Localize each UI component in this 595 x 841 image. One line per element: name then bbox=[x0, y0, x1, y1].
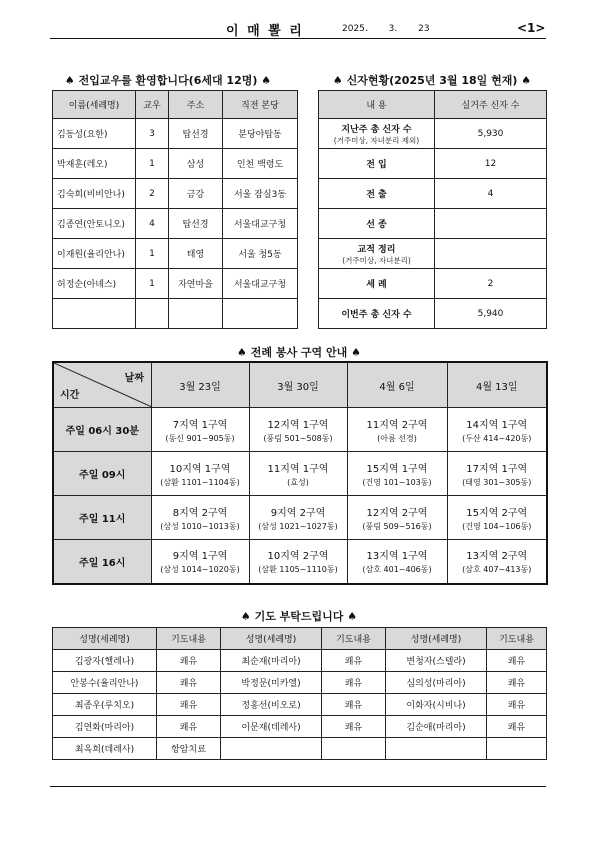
schedule-cell bbox=[151, 452, 249, 496]
schedule-area: 15지역 2구역 bbox=[466, 507, 528, 519]
prayer-content: 쾌유 bbox=[157, 650, 221, 672]
welcome-name: 박재훈(레오) bbox=[53, 149, 136, 179]
prayer-col-content-2: 기도내용 bbox=[322, 628, 386, 650]
schedule-cell bbox=[151, 540, 249, 584]
schedule-dong: (풍림 509~516동) bbox=[362, 521, 432, 531]
welcome-members: 4 bbox=[136, 209, 169, 239]
prayer-name: 안봉수(율리안나) bbox=[53, 672, 157, 694]
prayer-col-content-3: 기도내용 bbox=[487, 628, 547, 650]
welcome-prev-parish: 서울대교구청 bbox=[223, 209, 298, 239]
schedule-row bbox=[53, 496, 547, 540]
schedule-area: 17지역 1구역 bbox=[466, 463, 528, 475]
schedule-dong: (태영 301~305동) bbox=[462, 477, 532, 487]
schedule-cell bbox=[347, 496, 447, 540]
welcome-row bbox=[53, 119, 298, 149]
prayer-content: 쾌유 bbox=[487, 650, 547, 672]
schedule-dong: (아름 선경) bbox=[377, 433, 417, 443]
prayer-name: 박정문(미카엘) bbox=[221, 672, 322, 694]
date-col-1: 3월 23일 bbox=[151, 362, 249, 408]
believers-label-cell bbox=[319, 299, 435, 329]
welcome-prev-parish bbox=[223, 299, 298, 329]
prayer-name: 최옥희(데레사) bbox=[53, 738, 157, 760]
col-members: 교우 bbox=[136, 91, 169, 119]
schedule-dong: (건영 104~106동) bbox=[462, 521, 532, 531]
believers-row bbox=[319, 209, 547, 239]
believers-label: 교적 정리 bbox=[357, 244, 396, 255]
schedule-row bbox=[53, 540, 547, 584]
corner-date-label: 날짜 bbox=[124, 373, 144, 384]
bulletin-date bbox=[342, 24, 430, 34]
header-rule bbox=[50, 38, 546, 39]
believers-label: 선 종 bbox=[366, 220, 387, 230]
welcome-name: 김동성(요한) bbox=[53, 119, 136, 149]
col-address: 주소 bbox=[169, 91, 223, 119]
prayer-table bbox=[52, 627, 547, 760]
prayer-content: 쾌유 bbox=[322, 650, 386, 672]
schedule-area: 8지역 2구역 bbox=[172, 507, 228, 519]
welcome-members: 2 bbox=[136, 179, 169, 209]
schedule-dong: (삼호 407~413동) bbox=[462, 565, 532, 575]
welcome-row bbox=[53, 209, 298, 239]
believers-row bbox=[319, 239, 547, 269]
schedule-dong: (풍림 501~508동) bbox=[263, 433, 333, 443]
prayer-content: 쾌유 bbox=[487, 694, 547, 716]
schedule-cell bbox=[151, 408, 249, 452]
prayer-name: 심의성(마리아) bbox=[386, 672, 487, 694]
welcome-address: 탑선경 bbox=[169, 119, 223, 149]
prayer-name: 김광자(헬레나) bbox=[53, 650, 157, 672]
welcome-title: ♠ 전입교우를 환영합니다(6세대 12명) ♠ bbox=[64, 74, 272, 87]
schedule-time: 주일 16시 bbox=[53, 540, 151, 584]
believers-title: ♠ 신자현황(2025년 3월 18일 현재) ♠ bbox=[332, 74, 532, 87]
believers-row bbox=[319, 179, 547, 209]
date-year: 2025. bbox=[342, 24, 368, 34]
believers-label: 전 입 bbox=[366, 160, 387, 170]
schedule-dong: (삼환 1105~1110동) bbox=[258, 565, 338, 575]
prayer-name: 변청자(스텔라) bbox=[386, 650, 487, 672]
schedule-cell bbox=[447, 540, 547, 584]
welcome-members: 3 bbox=[136, 119, 169, 149]
welcome-prev-parish: 서울 청5동 bbox=[223, 239, 298, 269]
welcome-row bbox=[53, 269, 298, 299]
believers-label-cell bbox=[319, 209, 435, 239]
believers-label-cell bbox=[319, 269, 435, 299]
welcome-row bbox=[53, 239, 298, 269]
schedule-area: 12지역 1구역 bbox=[267, 419, 329, 431]
welcome-address: 삼성 bbox=[169, 149, 223, 179]
schedule-dong: (두산 414~420동) bbox=[462, 433, 532, 443]
schedule-time: 주일 11시 bbox=[53, 496, 151, 540]
believers-table bbox=[318, 90, 547, 329]
prayer-content: 쾌유 bbox=[322, 716, 386, 738]
date-col-2: 3월 30일 bbox=[249, 362, 347, 408]
prayer-content bbox=[322, 738, 386, 760]
prayer-row bbox=[53, 716, 547, 738]
prayer-name: 이문재(데레사) bbox=[221, 716, 322, 738]
believers-value: 12 bbox=[435, 149, 547, 179]
schedule-cell bbox=[347, 408, 447, 452]
schedule-title: ♠ 전례 봉사 구역 안내 ♠ bbox=[237, 346, 361, 359]
prayer-row bbox=[53, 738, 547, 760]
believers-row bbox=[319, 119, 547, 149]
prayer-content: 쾌유 bbox=[487, 672, 547, 694]
prayer-content bbox=[487, 738, 547, 760]
prayer-name: 김연화(마리아) bbox=[53, 716, 157, 738]
schedule-area: 10지역 2구역 bbox=[267, 551, 329, 563]
schedule-cell bbox=[447, 496, 547, 540]
schedule-cell bbox=[249, 408, 347, 452]
welcome-members: 1 bbox=[136, 149, 169, 179]
prayer-col-name-2: 성명(세례명) bbox=[221, 628, 322, 650]
schedule-area: 11지역 2구역 bbox=[366, 419, 428, 431]
prayer-col-name-3: 성명(세례명) bbox=[386, 628, 487, 650]
col-count: 실거주 신자 수 bbox=[435, 91, 547, 119]
believers-row bbox=[319, 149, 547, 179]
bulletin-title: 이 매 뽈 리 bbox=[226, 24, 304, 39]
footer-rule bbox=[50, 786, 546, 787]
welcome-members: 1 bbox=[136, 239, 169, 269]
prayer-content: 쾌유 bbox=[157, 672, 221, 694]
welcome-name: 김숙희(비비안나) bbox=[53, 179, 136, 209]
welcome-prev-parish: 서울 잠실3동 bbox=[223, 179, 298, 209]
schedule-area: 13지역 1구역 bbox=[366, 551, 428, 563]
believers-value bbox=[435, 209, 547, 239]
welcome-address: 태영 bbox=[169, 239, 223, 269]
schedule-time: 주일 09시 bbox=[53, 452, 151, 496]
schedule-area: 7지역 1구역 bbox=[172, 419, 228, 431]
schedule-cell bbox=[249, 496, 347, 540]
welcome-name: 이재원(율리안나) bbox=[53, 239, 136, 269]
schedule-area: 10지역 1구역 bbox=[169, 463, 231, 475]
prayer-name: 최순재(마리아) bbox=[221, 650, 322, 672]
welcome-address: 자연마을 bbox=[169, 269, 223, 299]
schedule-area: 11지역 1구역 bbox=[267, 463, 329, 475]
welcome-row bbox=[53, 149, 298, 179]
believers-row bbox=[319, 269, 547, 299]
believers-sublabel: (거주미상, 자녀분리) bbox=[342, 255, 411, 265]
prayer-row bbox=[53, 650, 547, 672]
schedule-table bbox=[52, 361, 548, 585]
schedule-row bbox=[53, 452, 547, 496]
date-day: 23 bbox=[418, 24, 430, 34]
col-name: 이름(세례명) bbox=[53, 91, 136, 119]
prayer-name bbox=[386, 738, 487, 760]
schedule-dong: (삼성 1010~1013동) bbox=[160, 521, 240, 531]
welcome-row bbox=[53, 179, 298, 209]
prayer-name: 김순애(마리아) bbox=[386, 716, 487, 738]
date-month: 3. bbox=[388, 24, 398, 34]
schedule-time: 주일 06시 30분 bbox=[53, 408, 151, 452]
schedule-cell bbox=[347, 540, 447, 584]
welcome-members bbox=[136, 299, 169, 329]
welcome-name: 허정순(아녜스) bbox=[53, 269, 136, 299]
prayer-name: 최종우(루치오) bbox=[53, 694, 157, 716]
welcome-table bbox=[52, 90, 298, 329]
prayer-content: 쾌유 bbox=[487, 716, 547, 738]
schedule-dong: (건영 101~103동) bbox=[362, 477, 432, 487]
page-number: <1> bbox=[517, 21, 546, 35]
believers-label-cell bbox=[319, 239, 435, 269]
schedule-area: 12지역 2구역 bbox=[366, 507, 428, 519]
schedule-dong: (삼성 1021~1027동) bbox=[258, 521, 338, 531]
believers-sublabel: (거주미상, 자녀분리 제외) bbox=[333, 135, 420, 145]
schedule-row bbox=[53, 408, 547, 452]
prayer-row bbox=[53, 694, 547, 716]
schedule-area: 15지역 1구역 bbox=[366, 463, 428, 475]
schedule-dong: (효성) bbox=[287, 477, 309, 487]
schedule-area: 13지역 2구역 bbox=[466, 551, 528, 563]
corner-time-label: 시간 bbox=[60, 390, 80, 401]
prayer-content: 쾌유 bbox=[157, 716, 221, 738]
welcome-prev-parish: 인천 백령도 bbox=[223, 149, 298, 179]
believers-value bbox=[435, 239, 547, 269]
schedule-dong: (삼환 1101~1104동) bbox=[160, 477, 240, 487]
prayer-content: 쾌유 bbox=[157, 694, 221, 716]
prayer-title: ♠ 기도 부탁드립니다 ♠ bbox=[240, 610, 358, 623]
believers-value: 5,930 bbox=[435, 119, 547, 149]
schedule-area: 14지역 1구역 bbox=[466, 419, 528, 431]
prayer-name: 정홍선(비오로) bbox=[221, 694, 322, 716]
prayer-content: 쾌유 bbox=[322, 672, 386, 694]
schedule-area: 9지역 2구역 bbox=[270, 507, 326, 519]
schedule-cell bbox=[151, 496, 249, 540]
believers-value: 2 bbox=[435, 269, 547, 299]
welcome-address bbox=[169, 299, 223, 329]
date-col-3: 4월 6일 bbox=[347, 362, 447, 408]
believers-label-cell bbox=[319, 149, 435, 179]
prayer-row bbox=[53, 672, 547, 694]
schedule-cell bbox=[249, 540, 347, 584]
schedule-dong: (동신 901~905동) bbox=[165, 433, 235, 443]
schedule-dong: (삼성 1014~1020동) bbox=[160, 565, 240, 575]
schedule-cell bbox=[249, 452, 347, 496]
believers-label-cell bbox=[319, 119, 435, 149]
believers-row bbox=[319, 299, 547, 329]
welcome-address: 탑선경 bbox=[169, 209, 223, 239]
believers-label: 이번주 총 신자 수 bbox=[341, 310, 412, 320]
prayer-name bbox=[221, 738, 322, 760]
welcome-members: 1 bbox=[136, 269, 169, 299]
believers-label: 지난주 총 신자 수 bbox=[341, 124, 412, 135]
schedule-dong: (삼호 401~406동) bbox=[362, 565, 432, 575]
col-prev-parish: 직전 본당 bbox=[223, 91, 298, 119]
believers-value: 5,940 bbox=[435, 299, 547, 329]
believers-label: 세 례 bbox=[366, 280, 387, 290]
schedule-cell bbox=[447, 408, 547, 452]
welcome-row bbox=[53, 299, 298, 329]
believers-label: 전 출 bbox=[366, 190, 387, 200]
welcome-name: 김종연(안토니오) bbox=[53, 209, 136, 239]
welcome-address: 금강 bbox=[169, 179, 223, 209]
corner-cell bbox=[53, 362, 151, 408]
welcome-prev-parish: 서울대교구청 bbox=[223, 269, 298, 299]
schedule-cell bbox=[347, 452, 447, 496]
believers-label-cell bbox=[319, 179, 435, 209]
prayer-name: 이화자(시비나) bbox=[386, 694, 487, 716]
prayer-col-name-1: 성명(세례명) bbox=[53, 628, 157, 650]
schedule-area: 9지역 1구역 bbox=[172, 551, 228, 563]
schedule-cell bbox=[447, 452, 547, 496]
prayer-col-content-1: 기도내용 bbox=[157, 628, 221, 650]
date-col-4: 4월 13일 bbox=[447, 362, 547, 408]
welcome-prev-parish: 분당야탑동 bbox=[223, 119, 298, 149]
prayer-content: 항암치료 bbox=[157, 738, 221, 760]
col-content: 내 용 bbox=[319, 91, 435, 119]
believers-value: 4 bbox=[435, 179, 547, 209]
prayer-content: 쾌유 bbox=[322, 694, 386, 716]
welcome-name bbox=[53, 299, 136, 329]
